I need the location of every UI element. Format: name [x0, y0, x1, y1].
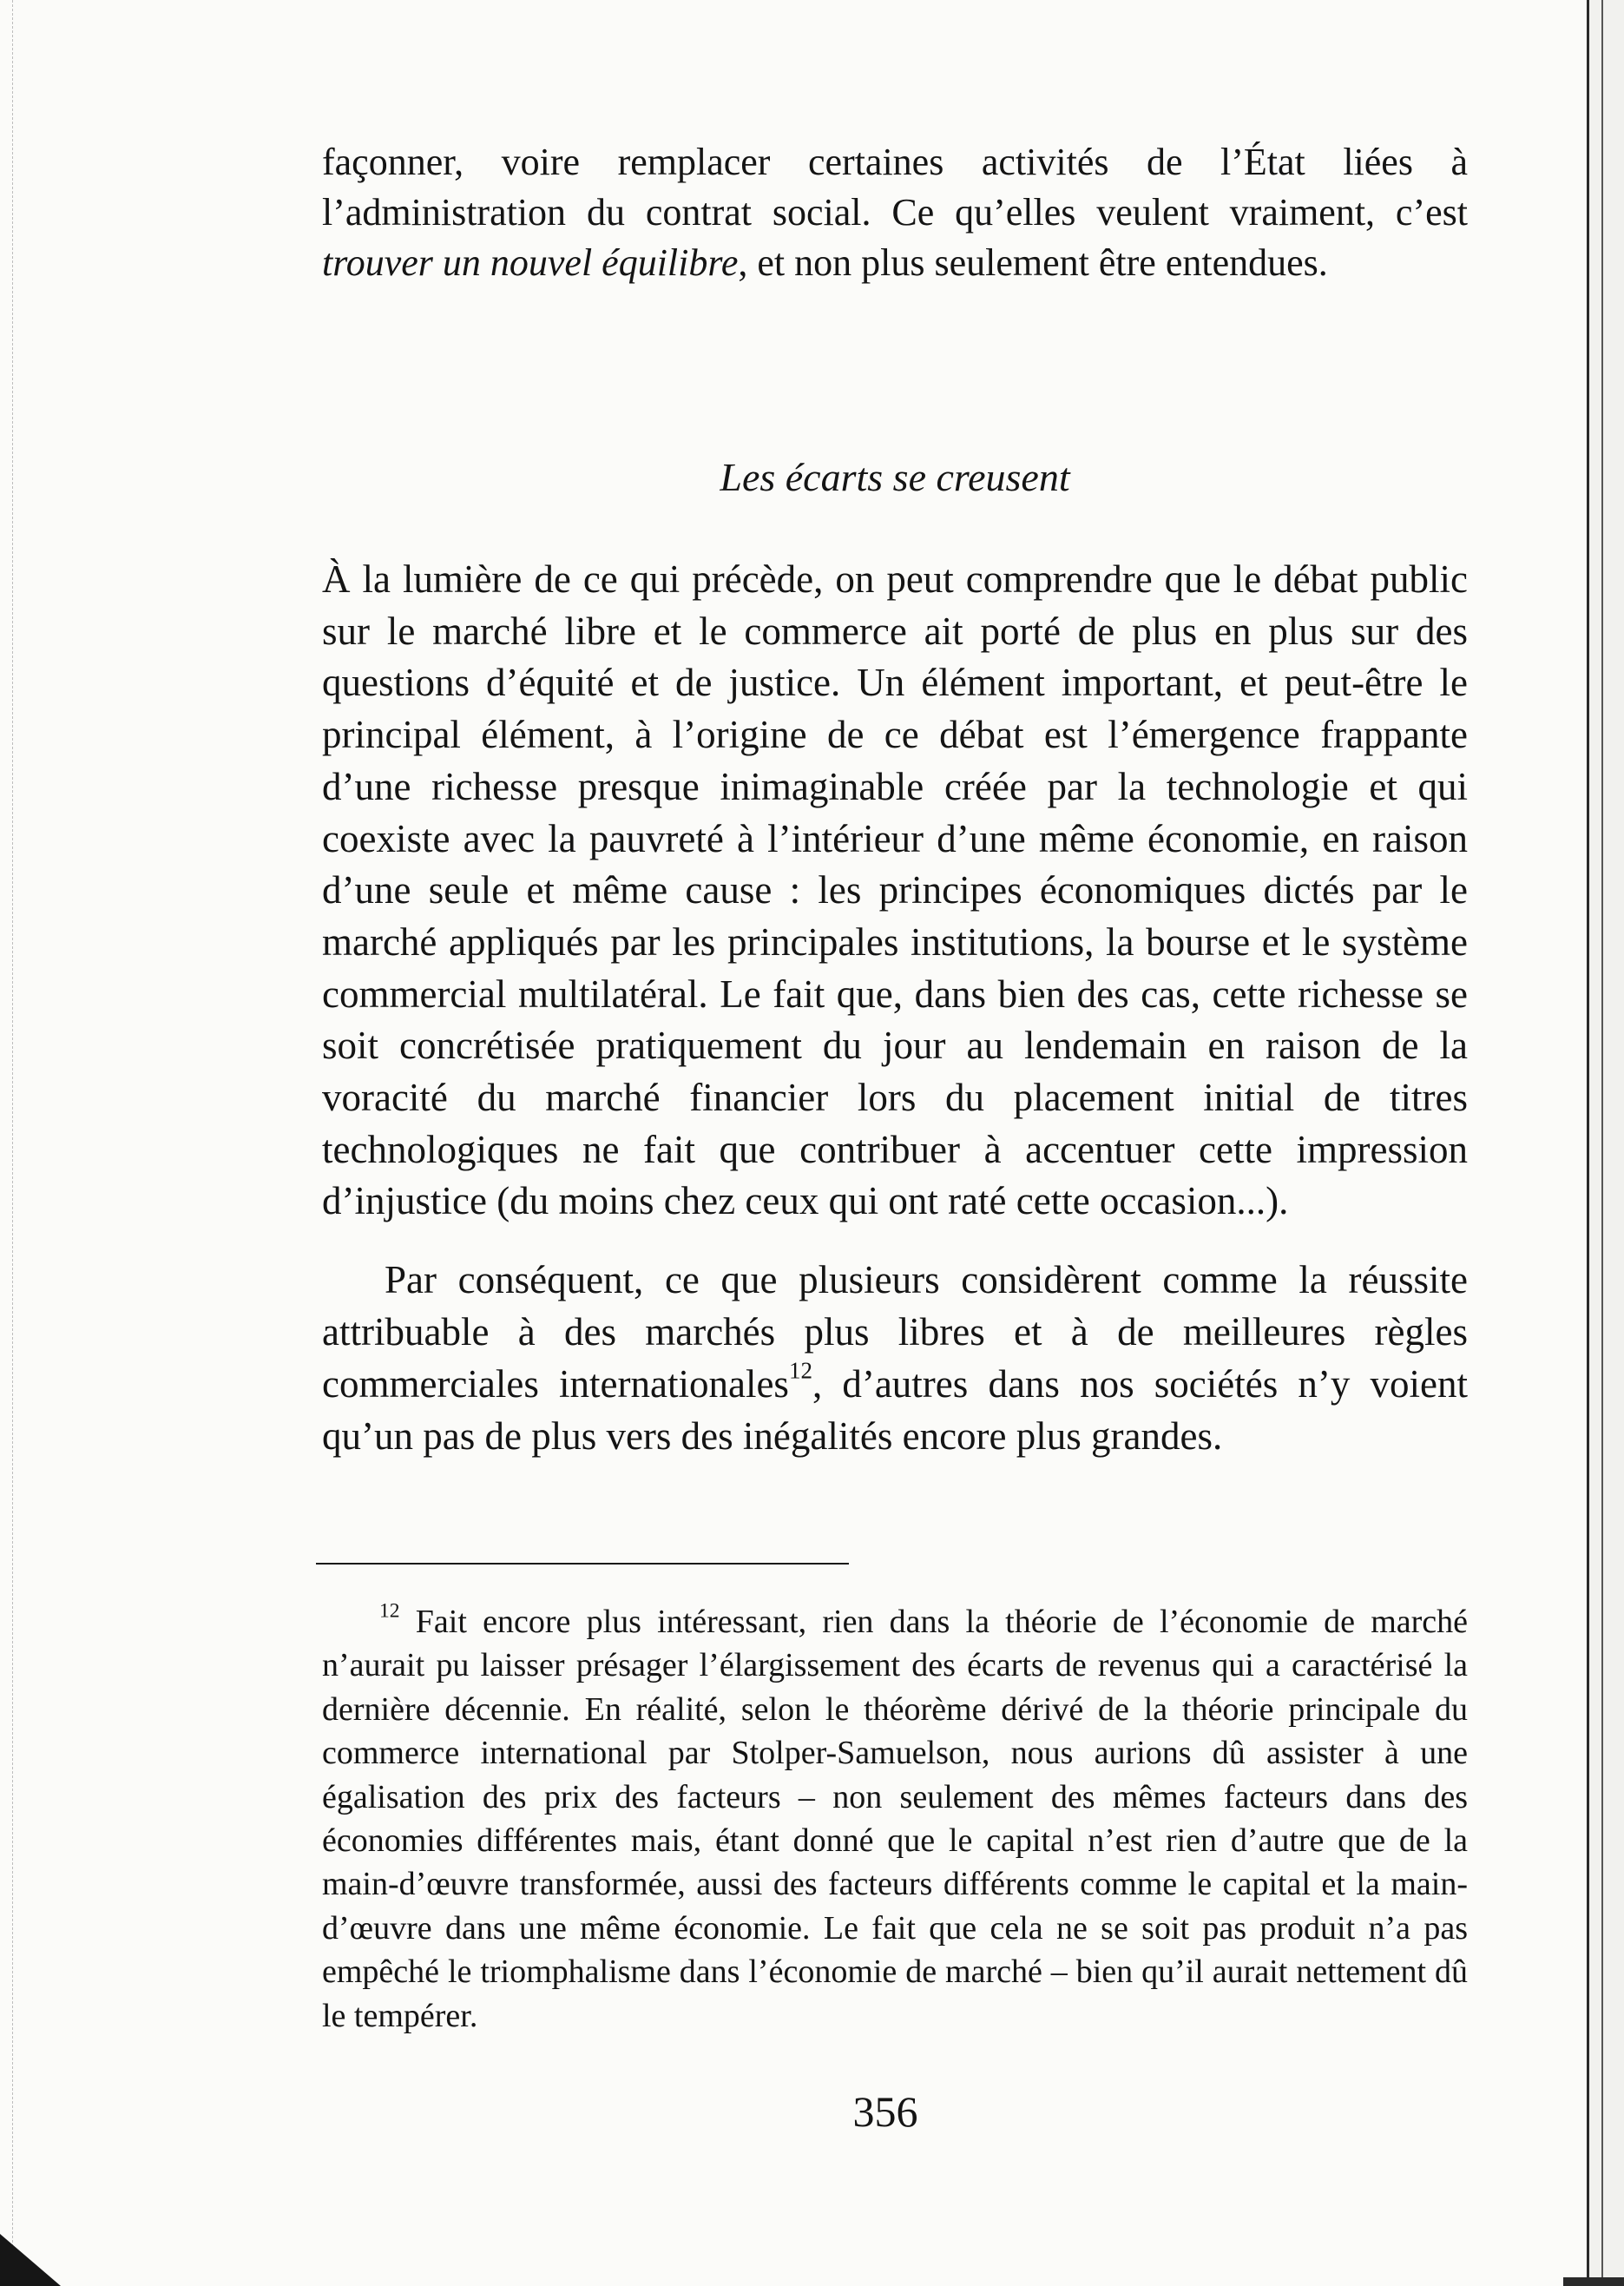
footnote	[322, 1600, 1468, 2038]
footnote-separator	[316, 1563, 849, 1565]
page-number: 356	[852, 2087, 918, 2136]
paragraph-continuation-text: façonner, voire remplacer certaines activités de l’État liées à l’administration du contrat social. Ce qu’elles veulent vraiment, c’est	[322, 141, 1468, 234]
scan-corner-shadow	[0, 2234, 61, 2286]
body-paragraph-2-end: , d’autres dans nos sociétés n’y voient qu’un pas de plus vers des inégalités encore plus grandes.	[322, 1362, 1468, 1458]
paragraph-continuation	[322, 137, 1468, 288]
body-paragraph-2	[322, 1254, 1468, 1462]
scan-left-margin	[0, 0, 13, 2286]
footnote-number: 12	[379, 1599, 400, 1623]
emphasis-text: trouver un nouvel équilibre	[322, 241, 739, 284]
body-paragraph-1: À la lumière de ce qui précède, on peut comprendre que le débat public sur le marché libre et le commerce ait porté de plus en plus sur des questions d’équité et de justice. Un élément important, et peut-être le principal élément, à l’origine de ce débat est l’émergence frappante d’une richesse presque inimaginable créée par la technologie et qui coexiste avec la pauvreté à l’intérieur d’une même économie, en raison d’une seule et même cause : les principes économiques dictés par le marché appliqués par les principales institutions, la bourse et le système commercial multilatéral. Le fait que, dans bien des cas, cette richesse se soit concrétisée pratiquement du jour au lendemain en raison de la voracité du marché financier lors du placement initial de titres technologiques ne fait que contribuer à accentuer cette impression d’injustice (du moins chez ceux qui ont raté cette occasion...).	[322, 557, 1468, 1223]
scan-binding-edge	[1587, 0, 1624, 2286]
scan-corner-shadow-right	[1563, 2277, 1624, 2286]
footnote-reference: 12	[788, 1357, 812, 1384]
paragraph-continuation-end: , et non plus seulement être entendues.	[738, 241, 1328, 284]
section-heading: Les écarts se creusent	[720, 455, 1070, 499]
body-paragraph-2-start: Par conséquent, ce que plusieurs considèrent comme la réussite attribuable à des marchés plus libres et à de meilleures règles commerciales internationales	[322, 1258, 1468, 1406]
footnote-text: Fait encore plus intéressant, rien dans la théorie de l’économie de marché n’aurait pu laisser présager l’élargissement des écarts de revenus qui a caractérisé la dernière décennie. En réalité, selon le théorème dérivé de la théorie principale du commerce international par Stolper-Samuelson, nous aurions dû assister à une égalisation des prix des facteurs – non seulement des mêmes facteurs dans des économies différentes mais, étant donné que le capital n’est rien d’autre que de la main-d’œuvre transformée, aussi des facteurs différents comme le capital et la main-d’œuvre dans une même économie. Le fait que cela ne se soit pas produit n’a pas empêché le triomphalisme dans l’économie de marché – bien qu’il aurait nettement dû le tempérer.	[322, 1604, 1469, 2034]
